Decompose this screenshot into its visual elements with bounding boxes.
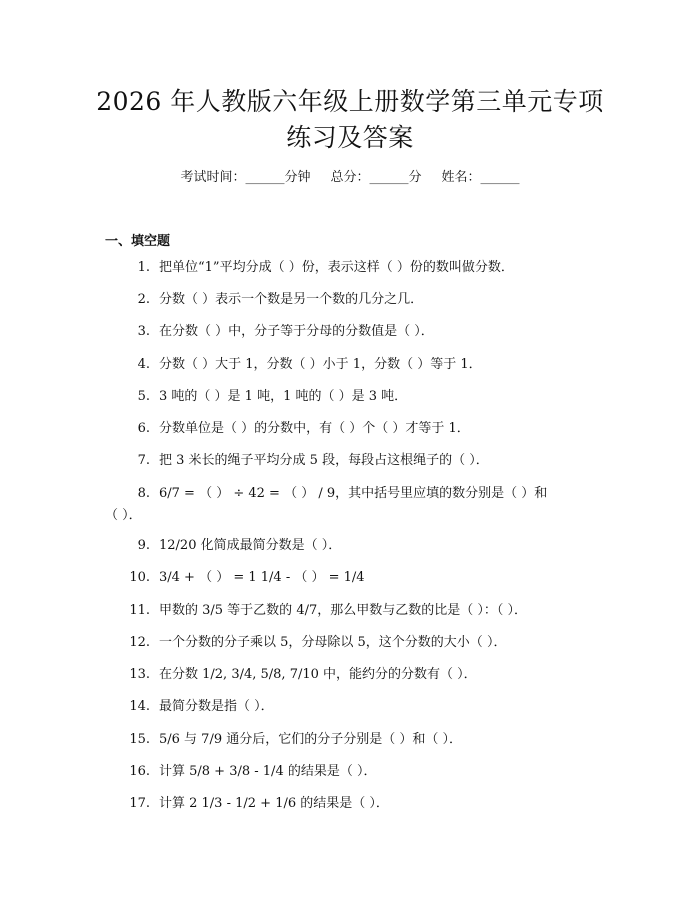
question-text: 分数单位是（ ）的分数中，有（ ）个（ ）才等于 1． bbox=[159, 421, 470, 436]
question-text: 计算 2 1/3 - 1/2 + 1/6 的结果是（ ）． bbox=[159, 796, 389, 811]
question-item bbox=[105, 354, 595, 376]
question-number: 8. bbox=[137, 486, 150, 501]
question-text: 计算 5/8 + 3/8 - 1/4 的结果是（ ）． bbox=[159, 764, 377, 779]
section-title: 一、填空题 bbox=[105, 234, 171, 249]
document-title bbox=[0, 84, 700, 156]
question-item bbox=[105, 289, 595, 311]
question-text: 分数（ ）大于 1，分数（ ）小于 1，分数（ ）等于 1． bbox=[159, 357, 482, 372]
question-number: 6. bbox=[137, 421, 150, 436]
question-text: 把 3 米长的绳子平均分成 5 段，每段占这根绳子的（ ）． bbox=[159, 453, 489, 468]
question-text: 5/6 与 7/9 通分后，它们的分子分别是（ ）和（ ）． bbox=[159, 732, 463, 747]
question-text: 3/4 + （ ） = 1 1/4 - （ ） = 1/4 bbox=[159, 570, 365, 585]
question-text: 甲数的 3/5 等于乙数的 4/7，那么甲数与乙数的比是（ ）：（ ）． bbox=[159, 603, 528, 618]
question-number: 3. bbox=[137, 324, 150, 339]
question-item bbox=[105, 418, 595, 440]
question-item bbox=[105, 321, 595, 343]
question-number: 9. bbox=[137, 538, 150, 553]
title-line-2: 练习及答案 bbox=[286, 123, 414, 152]
question-number: 16. bbox=[129, 764, 150, 779]
question-number: 4. bbox=[137, 357, 150, 372]
question-item bbox=[105, 632, 595, 654]
question-item bbox=[105, 567, 595, 589]
question-item bbox=[105, 535, 595, 557]
question-text: 6/7 = （ ） ÷ 42 = （ ） / 9，其中括号里应填的数分别是（ ）和 bbox=[159, 486, 548, 501]
question-number: 1. bbox=[137, 260, 150, 275]
question-number: 13. bbox=[129, 667, 150, 682]
student-name: 姓名：______ bbox=[441, 170, 520, 185]
question-text: 3 吨的（ ）是 1 吨，1 吨的（ ）是 3 吨． bbox=[159, 389, 408, 404]
question-text: 12/20 化简成最简分数是（ ）． bbox=[159, 538, 342, 553]
question-text: 最简分数是指（ ）． bbox=[159, 699, 274, 714]
question-text: 把单位“1”平均分成（ ）份，表示这样（ ）份的数叫做分数． bbox=[159, 260, 514, 275]
question-number: 2. bbox=[137, 292, 150, 307]
question-item bbox=[105, 729, 595, 751]
total-score: 总分：______分 bbox=[330, 170, 422, 185]
question-item bbox=[105, 696, 595, 718]
question-item bbox=[105, 793, 595, 815]
question-item bbox=[105, 386, 595, 408]
question-number: 17. bbox=[129, 796, 150, 811]
question-number: 14. bbox=[129, 699, 150, 714]
question-text: 在分数 1/2, 3/4, 5/8, 7/10 中，能约分的分数有（ ）． bbox=[159, 667, 477, 682]
question-item bbox=[105, 257, 595, 279]
question-text: 一个分数的分子乘以 5，分母除以 5，这个分数的大小（ ）． bbox=[159, 635, 507, 650]
question-item bbox=[105, 664, 595, 686]
exam-time: 考试时间：______分钟 bbox=[180, 170, 311, 185]
question-item bbox=[105, 483, 595, 527]
title-line-1: 2026 年人教版六年级上册数学第三单元专项 bbox=[96, 87, 604, 116]
question-item bbox=[105, 450, 595, 472]
question-item bbox=[105, 761, 595, 783]
question-text: 在分数（ ）中，分子等于分母的分数值是（ ）． bbox=[159, 324, 434, 339]
question-text: 分数（ ）表示一个数是另一个数的几分之几． bbox=[159, 292, 424, 307]
question-number: 5. bbox=[137, 389, 150, 404]
question-number: 15. bbox=[129, 732, 150, 747]
question-number: 11. bbox=[129, 603, 150, 618]
question-number: 7. bbox=[137, 453, 150, 468]
question-number: 10. bbox=[129, 570, 150, 585]
question-number: 12. bbox=[129, 635, 150, 650]
question-text-continued: （ ）． bbox=[105, 508, 142, 523]
exam-meta bbox=[0, 168, 700, 188]
question-item bbox=[105, 600, 595, 622]
